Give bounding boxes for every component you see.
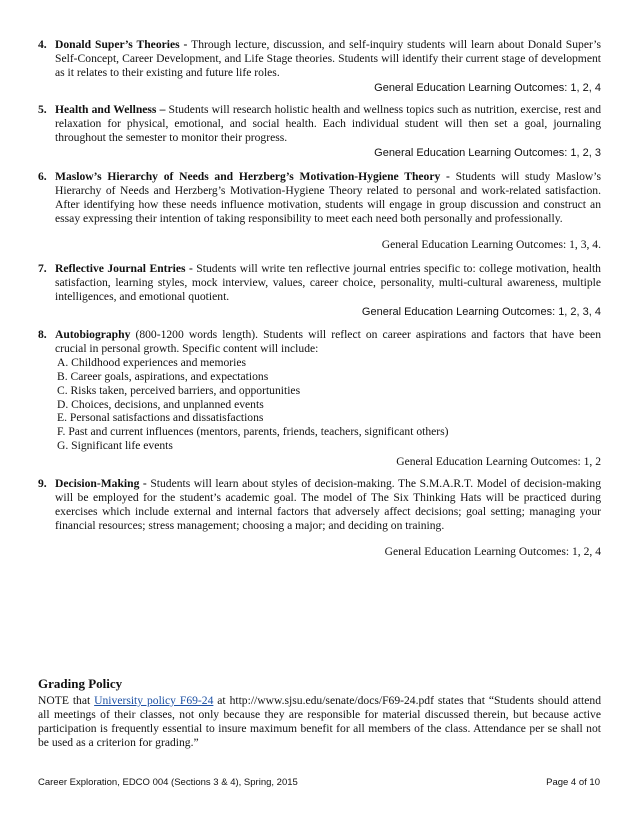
list-item: E. Personal satisfactions and dissatisfactions bbox=[57, 411, 264, 425]
list-item: A. Childhood experiences and memories bbox=[57, 355, 246, 369]
assignment-item-7 bbox=[38, 262, 601, 320]
item-title: Decision-Making - bbox=[55, 477, 147, 490]
list-item: B. Career goals, aspirations, and expectations bbox=[57, 369, 269, 383]
item-text: Students will research holistic health and wellness topics such as nutrition, exercise, rest and relaxation for physical, emotional, and social health. Each individual student will then set a goal, journaling throughout the semester to monitor their progress. bbox=[55, 103, 601, 144]
learning-outcomes: General Education Learning Outcomes: 1, 2, 4 bbox=[374, 81, 601, 94]
assignment-item-5 bbox=[38, 103, 601, 161]
item-body bbox=[55, 262, 601, 320]
item-body bbox=[55, 328, 601, 469]
learning-outcomes: General Education Learning Outcomes: 1, 2, 4 bbox=[384, 544, 601, 558]
item-text: Students will write ten reflective journal entries specific to: college motivation, health satisfaction, learning styles, mock interview, values, career choice, personality, multi-cultural awareness, multiple intelligences, and emotional quotient. bbox=[55, 262, 601, 303]
footer-course-info: Career Exploration, EDCO 004 (Sections 3 & 4), Spring, 2015 bbox=[38, 777, 298, 788]
item-body bbox=[55, 38, 601, 96]
university-policy-link[interactable]: University policy F69-24 bbox=[94, 694, 214, 707]
item-title: Autobiography bbox=[55, 328, 131, 341]
assignment-item-4 bbox=[38, 38, 601, 96]
item-number: 4. bbox=[38, 38, 47, 51]
item-number: 6. bbox=[38, 170, 47, 183]
item-number: 5. bbox=[38, 103, 47, 116]
learning-outcomes: General Education Learning Outcomes: 1, 2, 3 bbox=[374, 146, 601, 159]
item-body bbox=[55, 170, 601, 252]
list-item: G. Significant life events bbox=[57, 439, 173, 453]
section-heading-grading-policy: Grading Policy bbox=[38, 676, 123, 691]
grading-text: at http://www.sjsu.edu/senate/docs/F69-24.pdf states that “Students should attend all meetings of their classes, not only because they are responsible for material discussed therein, but because active participation is frequently essential to insure maximum benefit for all members of the class. Attendance per se shall not be used as a criterion for grading.” bbox=[38, 694, 601, 749]
item-title: Donald Super’s Theories - bbox=[55, 38, 188, 51]
item-text: Students will learn about styles of decision-making. The S.M.A.R.T. Model of decision-making will be employed for the student’s academic goal. The model of The Six Thinking Hats will be practiced during exercises which include external and internal factors that adversely affect decisions; goal setting; managing your financial resources; stress management; choosing a major; and deciding on training. bbox=[55, 477, 601, 532]
item-text: (800-1200 words length). Students will reflect on career aspirations and factors that have been crucial in personal growth. Specific content will include: bbox=[55, 328, 601, 355]
item-title: Health and Wellness – bbox=[55, 103, 166, 116]
item-text: Through lecture, discussion, and self-inquiry students will learn about Donald Super’s Self-Concept, Career Development, and Life Stage theories. Students will identify their current stage of development as it relates to their existing and future life roles. bbox=[55, 38, 601, 79]
item-title: Reflective Journal Entries - bbox=[55, 262, 193, 275]
assignment-item-8 bbox=[38, 328, 601, 469]
autobiography-content-list bbox=[55, 356, 601, 453]
grading-policy-paragraph bbox=[38, 694, 601, 750]
item-number: 8. bbox=[38, 328, 47, 341]
item-number: 7. bbox=[38, 262, 47, 275]
learning-outcomes: General Education Learning Outcomes: 1, 2, 3, 4 bbox=[361, 305, 601, 318]
item-body bbox=[55, 103, 601, 161]
item-body bbox=[55, 477, 601, 559]
grading-prefix: NOTE that bbox=[38, 694, 95, 707]
assignment-item-6 bbox=[38, 170, 601, 252]
list-item: D. Choices, decisions, and unplanned events bbox=[57, 397, 264, 411]
item-title: Maslow’s Hierarchy of Needs and Herzberg’s Motivation-Hygiene Theory - bbox=[55, 170, 450, 183]
footer-page-number: Page 4 of 10 bbox=[546, 777, 600, 788]
list-item: F. Past and current influences (mentors, parents, friends, teachers, significant others) bbox=[57, 425, 449, 439]
list-item: C. Risks taken, perceived barriers, and opportunities bbox=[57, 383, 301, 397]
learning-outcomes: General Education Learning Outcomes: 1, 2 bbox=[396, 455, 601, 469]
assignment-item-9 bbox=[38, 477, 601, 559]
item-number: 9. bbox=[38, 477, 47, 490]
item-text: Students will study Maslow’s Hierarchy of Needs and Herzberg’s Motivation-Hygiene Theory related to personal and work-related satisfaction. After identifying how these needs influence motivation, students will engage in group discussion and construct an essay expressing their intention of taking responsibility to meet each need both personally and professionally. bbox=[55, 170, 601, 225]
learning-outcomes: General Education Learning Outcomes: 1, 3, 4. bbox=[381, 237, 601, 251]
